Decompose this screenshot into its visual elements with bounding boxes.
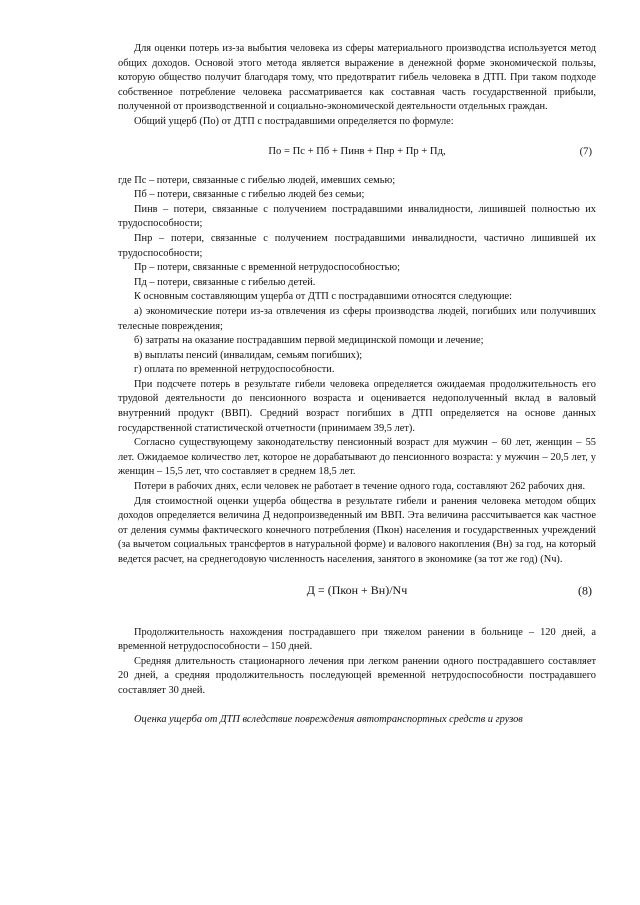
paragraph: Потери в рабочих днях, если человек не работает в течение одного года, составляют 262 рабочих дня. (134, 481, 586, 493)
paragraph: Пд – потери, связанные с гибелью детей. (134, 276, 316, 288)
paragraph: К основным составляющим ущерба от ДТП с пострадавшими относятся следующие: (134, 291, 513, 303)
formula-7 (118, 138, 596, 168)
section-title: Оценка ущерба от ДТП вследствие повреждения автотранспортных средств и грузов (134, 713, 523, 725)
paragraph: Для стоимостной оценки ущерба общества в результате гибели и ранения человека методом общих доходов определяется величина Д недопроизведенный им ВВП. Эта величина рассчитывается как частное от деления суммы фактического конечного потребления (Пкон) населения и государственных учреждений (за вычетом социальных трансфертов в натуральной форме) и валового накопления (Вн) за год, на который ведется расчет, на среднегодовую численность населения, занятого в экономике (за тот же год) (Nч). (118, 495, 596, 565)
document-page (118, 42, 596, 727)
paragraph: При подсчете потерь в результате гибели человека определяется ожидаемая продолжительность его трудовой деятельности до пенсионного возраста и оценивается недополученный вклад в валовый внутренний продукт (ВВП). Средний возраст погибших в ДТП определяется на основе данных государственной статистической отчетности (принимаем 39,5 лет). (118, 378, 596, 434)
list-item: в) выплаты пенсий (инвалидам, семьям погибших); (134, 349, 363, 361)
formula-expression: Д = (Пкон + Вн)/Nч (306, 583, 408, 598)
paragraph: Для оценки потерь из-за выбытия человека из сферы материального производства используется метод общих доходов. Основой этого метода является выражение в денежной форме экономической пользы, которую общество получит благодаря тому, что предотвратит гибель человека в ДТП. При таком подходе собственное потребление человека рассматривается как составная часть государственной прибыли, полученной от производственной и социально-экономической деятельности отдельных граждан. (118, 43, 596, 113)
formula-8 (118, 576, 596, 606)
paragraph: Продолжительность нахождения пострадавшего при тяжелом ранении в больнице – 120 дней, а временной нетрудоспособности – 150 дней. (118, 626, 596, 653)
paragraph: где Пс – потери, связанные с гибелью людей, имевших семью; (118, 174, 396, 186)
paragraph: Пб – потери, связанные с гибелью людей без семьи; (134, 189, 365, 201)
spacer (118, 612, 596, 626)
paragraph: Пр – потери, связанные с временной нетрудоспособностью; (134, 262, 401, 274)
formula-expression: По = Пс + Пб + Пинв + Пнр + Пр + Пд, (268, 146, 446, 158)
equation-number: (7) (579, 146, 592, 158)
spacer (118, 699, 596, 713)
list-item: б) затраты на оказание пострадавшим первой медицинской помощи и лечение; (134, 335, 484, 347)
paragraph: Пинв – потери, связанные с получением пострадавшими инвалидности, лишившей полностью их трудоспособности; (118, 203, 596, 230)
paragraph: Пнр – потери, связанные с получением пострадавшими инвалидности, частично лишившей их трудоспособности; (118, 232, 596, 259)
equation-number: (8) (578, 583, 592, 598)
paragraph: Средняя длительность стационарного лечения при легком ранении одного пострадавшего составляет 20 дней, а средняя продолжительность последующей временной нетрудоспособности пострадавшего составляет 30 дней. (118, 655, 596, 696)
paragraph: Согласно существующему законодательству пенсионный возраст для мужчин – 60 лет, женщин – 55 лет. Ожидаемое количество лет, которое не дорабатывают до пенсионного возраста: у мужчин – 20,5 лет, у женщин – 15,5 лет, что составляет в среднем 18,5 лет. (118, 437, 596, 478)
list-item: г) оплата по временной нетрудоспособности. (134, 364, 335, 376)
list-item: а) экономические потери из-за отвлечения из сферы производства людей, погибших или получивших телесные повреждения; (118, 305, 596, 332)
paragraph: Общий ущерб (По) от ДТП с пострадавшими определяется по формуле: (134, 115, 454, 127)
